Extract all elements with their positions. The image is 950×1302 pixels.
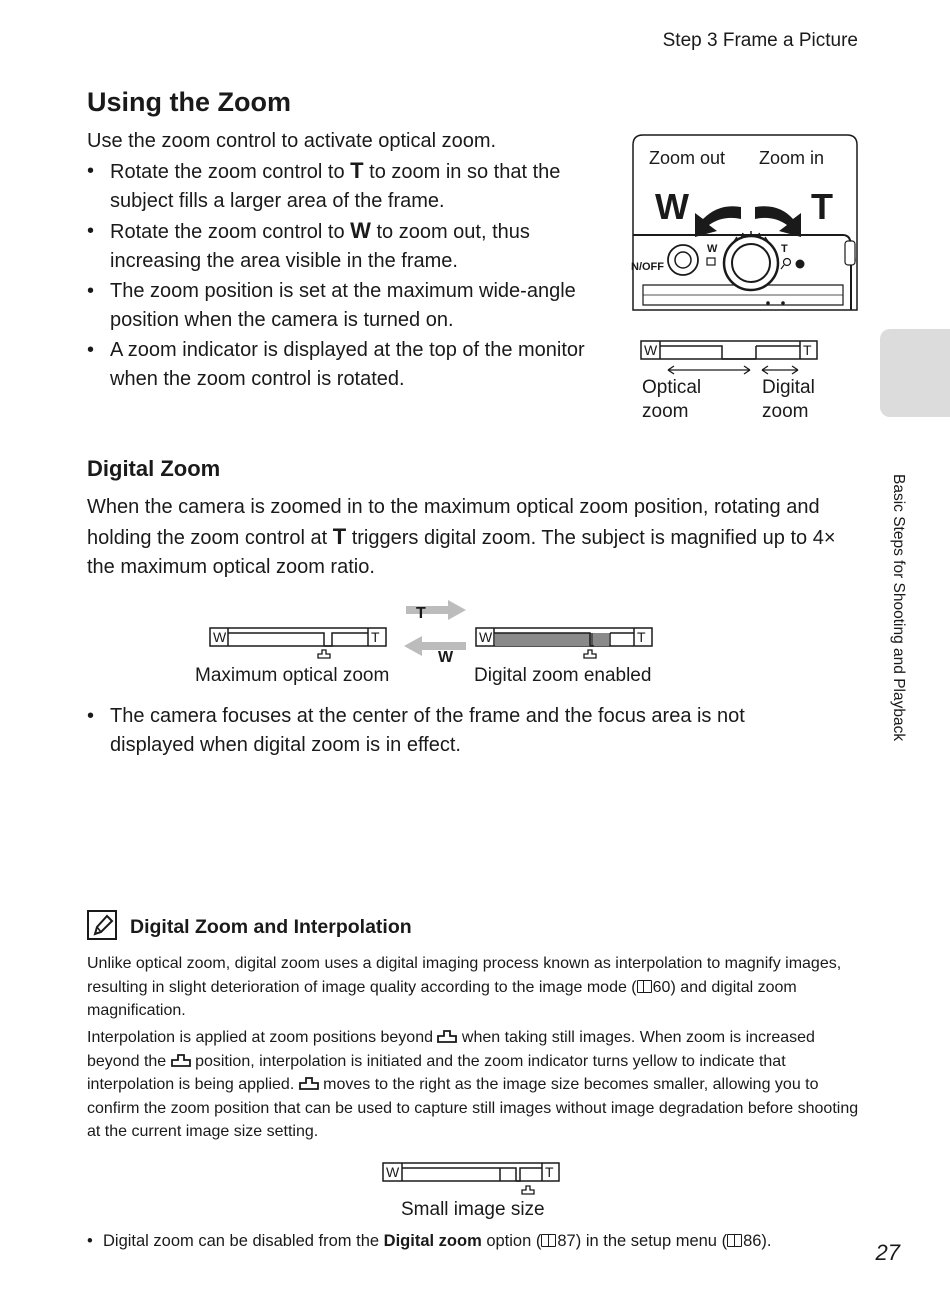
page-ref[interactable]: 60 bbox=[652, 978, 671, 996]
max-bar-size-marker bbox=[318, 650, 330, 658]
max-bar-t: T bbox=[371, 629, 380, 645]
t-arrow-label: T bbox=[416, 605, 426, 622]
section-title-using-zoom: Using the Zoom bbox=[87, 87, 291, 117]
digital-fill bbox=[495, 633, 591, 646]
zoom-out-label: Zoom out bbox=[649, 148, 726, 168]
menu-option-digital-zoom: Digital zoom bbox=[383, 1232, 482, 1250]
list-item: • A zoom indicator is displayed at the top of the monitor when the zoom control is rotated. bbox=[87, 336, 617, 393]
bar-w-label: W bbox=[644, 342, 658, 358]
w-arrow bbox=[404, 636, 466, 656]
focus-area-note: • The camera focuses at the center of the frame and the focus area is not displayed when digital zoom is in effect. bbox=[87, 702, 787, 759]
dig-bar-size-marker bbox=[584, 650, 596, 658]
key-w: W bbox=[350, 218, 371, 243]
w-letter: W bbox=[655, 186, 689, 227]
running-head: Step 3 Frame a Picture bbox=[662, 30, 858, 51]
chapter-tab bbox=[880, 329, 950, 417]
power-label: N/OFF bbox=[631, 261, 664, 273]
camera-zoom-control-figure bbox=[633, 135, 858, 315]
section-title-digital-zoom: Digital Zoom bbox=[87, 456, 221, 481]
optical-zoom-label: Optical zoom bbox=[642, 377, 702, 422]
optical-digital-zoom-diagram bbox=[208, 598, 658, 668]
page-ref-icon bbox=[541, 1234, 556, 1247]
page-ref[interactable]: 87 bbox=[557, 1232, 576, 1250]
key-t: T bbox=[332, 524, 347, 549]
digital-zoom-enabled-label: Digital zoom enabled bbox=[474, 665, 652, 686]
chapter-label: Basic Steps for Shooting and Playback bbox=[890, 474, 907, 742]
zoom-bullet-list bbox=[87, 157, 617, 395]
key-t: T bbox=[350, 158, 364, 183]
t-arrow bbox=[406, 600, 466, 620]
small-bar-t: T bbox=[545, 1164, 554, 1180]
note-title: Digital Zoom and Interpolation bbox=[130, 916, 412, 938]
digital-zoom-description: When the camera is zoomed in to the maximum optical zoom position, rotating and holding the zoom control at T triggers digital zoom. The subject is magnified up to 4× the maximum optical zoom ratio. bbox=[87, 496, 836, 578]
page-ref[interactable]: 86 bbox=[743, 1232, 762, 1250]
note-pencil-icon bbox=[87, 910, 117, 940]
image-size-marker-icon bbox=[171, 1054, 191, 1067]
image-size-marker-icon bbox=[437, 1030, 457, 1043]
note-paragraph-2: Interpolation is applied at zoom positions beyond when taking still images. When zoom is increased beyond the position, interpolation is initiated and the zoom indicator turns yellow to indicate that interpolation is being applied. moves to the right as the image size becomes smaller, allowing you to confirm the zoom position that can be used to capture still images without image degradation before shooting at the current image size setting. bbox=[87, 1029, 859, 1140]
list-item: • Rotate the zoom control to W to zoom out, thus increasing the area visible in the frame. bbox=[87, 217, 617, 275]
digital-zoom-disable-note: • Digital zoom can be disabled from the Digital zoom option ( 87) in the setup menu ( 86). bbox=[87, 1230, 847, 1253]
zoom-indicator-diagram bbox=[640, 340, 820, 376]
dig-bar-w: W bbox=[479, 629, 493, 645]
page-ref-icon bbox=[637, 980, 652, 993]
list-item: • Rotate the zoom control to T to zoom in so that the subject fills a larger area of the frame. bbox=[87, 157, 617, 215]
small-image-size-label: Small image size bbox=[401, 1199, 545, 1220]
image-size-marker-icon bbox=[299, 1077, 319, 1090]
help-icon bbox=[796, 260, 805, 269]
page-ref-icon bbox=[727, 1234, 742, 1247]
zoom-in-label: Zoom in bbox=[759, 148, 825, 168]
small-bar-w: W bbox=[386, 1164, 400, 1180]
digital-zoom-label: Digital zoom bbox=[762, 377, 815, 422]
t-letter: T bbox=[811, 186, 833, 227]
small-bar-size-marker bbox=[522, 1186, 534, 1194]
page-number: 27 bbox=[875, 1240, 900, 1265]
dial-w: W bbox=[707, 243, 718, 255]
small-image-size-diagram bbox=[382, 1162, 562, 1198]
w-arrow-label: W bbox=[438, 649, 454, 666]
max-bar-w: W bbox=[213, 629, 227, 645]
max-optical-zoom-label: Maximum optical zoom bbox=[195, 665, 390, 686]
bar-t-label: T bbox=[803, 342, 812, 358]
note-paragraph-1: Unlike optical zoom, digital zoom uses a digital imaging process known as interpolation to magnify images, resulting in slight deterioration of image quality according to the image mode ( 60) and digital zoom magnification. bbox=[87, 955, 842, 1019]
dig-bar-t: T bbox=[637, 629, 646, 645]
list-item: • The zoom position is set at the maximum wide-angle position when the camera is turned on. bbox=[87, 277, 617, 334]
dial-t: T bbox=[781, 243, 788, 255]
intro-text: Use the zoom control to activate optical zoom. bbox=[87, 130, 497, 152]
